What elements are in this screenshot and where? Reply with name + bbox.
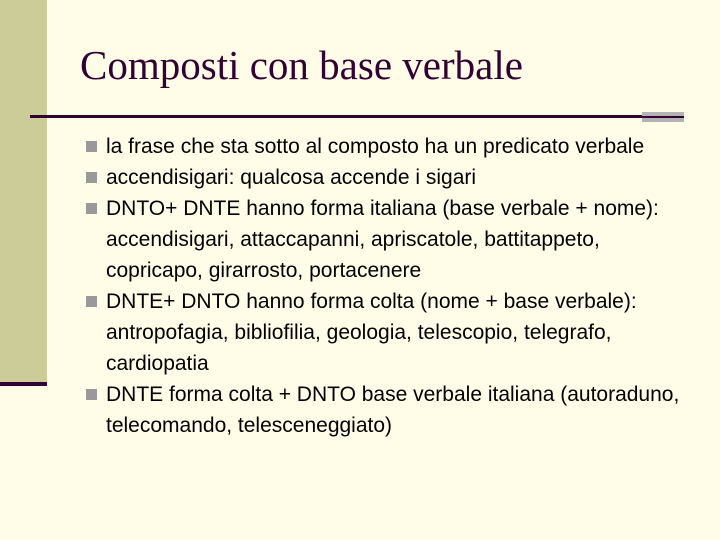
square-bullet-icon <box>86 296 97 307</box>
square-bullet-icon <box>86 172 97 183</box>
bullet-item <box>84 193 694 286</box>
slide-title: Composti con base verbale <box>80 42 523 88</box>
left-accent-band <box>0 0 47 382</box>
bullet-text: accendisigari: qualcosa accende i sigari <box>106 166 477 189</box>
bullet-text: DNTO+ DNTE hanno forma italiana (base verbale + nome): accendisigari, attaccapanni, apriscatole, battitappeto, copricapo, girarrosto, portacenere <box>106 197 659 282</box>
bullet-text: DNTE+ DNTO hanno forma colta (nome + base verbale): antropofagia, bibliofilia, geologia, telescopio, telegrafo, cardiopatia <box>106 290 637 375</box>
left-accent-divider <box>0 382 47 386</box>
bullet-text: la frase che sta sotto al composto ha un predicato verbale <box>106 135 645 158</box>
bullet-item <box>84 131 694 162</box>
square-bullet-icon <box>86 141 97 152</box>
square-bullet-icon <box>86 203 97 214</box>
bullet-item <box>84 286 694 379</box>
square-bullet-icon <box>86 389 97 400</box>
bullet-list <box>84 131 694 441</box>
bullet-item <box>84 379 694 441</box>
bullet-text: DNTE forma colta + DNTO base verbale italiana (autoraduno, telecomando, telesceneggiato) <box>106 383 680 437</box>
title-underline <box>30 115 642 118</box>
title-underline-accent-line <box>642 116 684 118</box>
bullet-item <box>84 162 694 193</box>
